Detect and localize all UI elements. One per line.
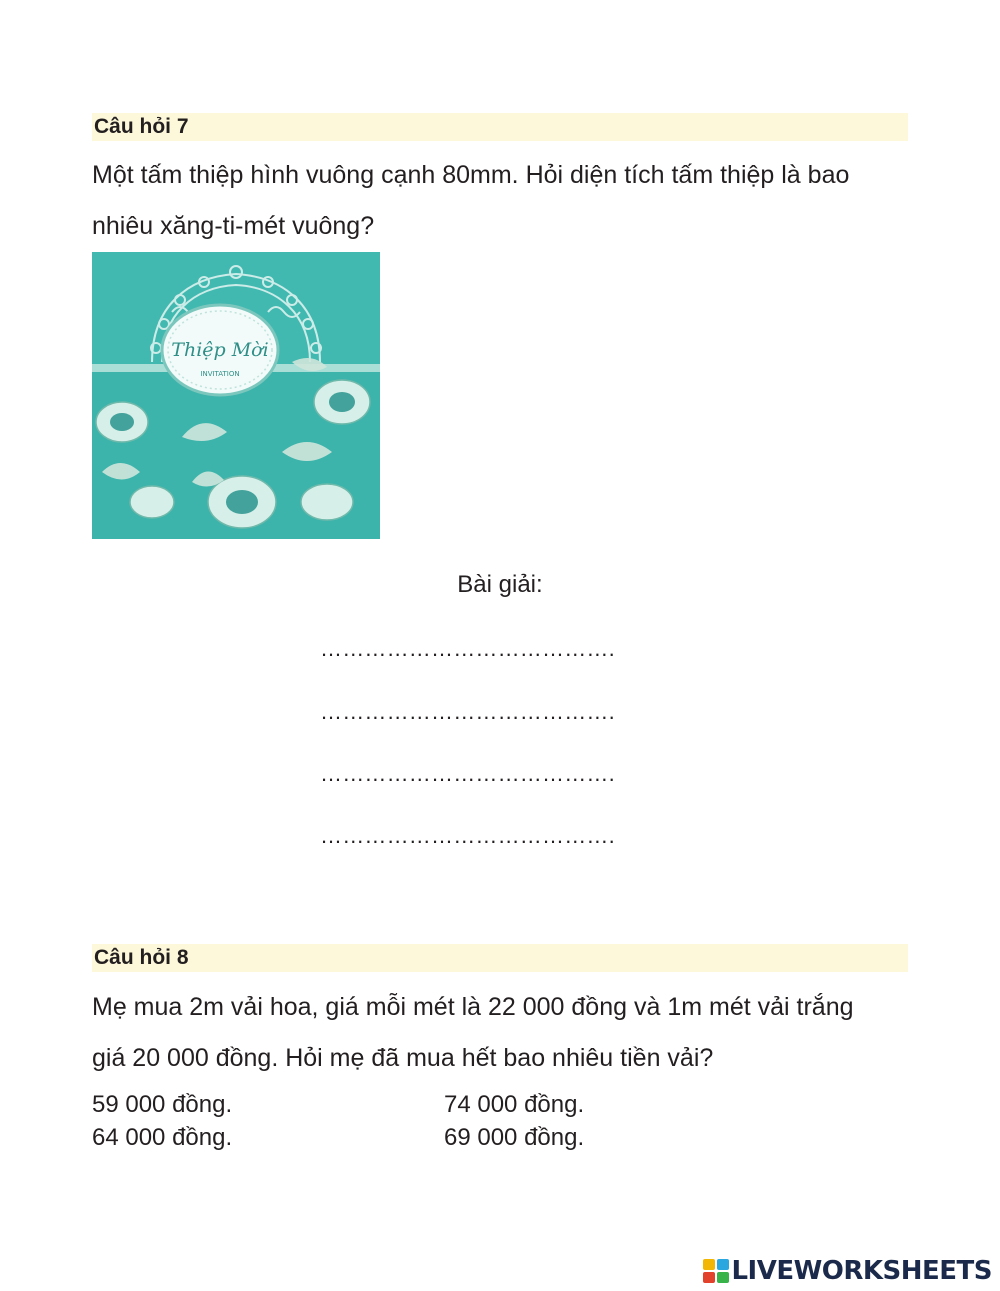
answer-option-3[interactable]: 64 000 đồng. (92, 1124, 233, 1151)
liveworksheets-brand (703, 1254, 992, 1288)
question-8-line-2: giá 20 000 đồng. Hỏi mẹ đã mua hết bao nhiêu tiền vải? (92, 1044, 714, 1072)
answer-option-4[interactable]: 69 000 đồng. (444, 1124, 585, 1151)
card-subtitle: INVITATION (200, 370, 240, 378)
question-7-line-1: Một tấm thiệp hình vuông cạnh 80mm. Hỏi diện tích tấm thiệp là bao (92, 161, 850, 189)
answer-line-1[interactable]: …………………………………. (320, 636, 615, 661)
question-8-line-1: Mẹ mua 2m vải hoa, giá mỗi mét là 22 000 đồng và 1m mét vải trắng (92, 993, 854, 1021)
solution-title: Bài giải: (457, 571, 543, 598)
answer-line-4[interactable]: …………………………………. (320, 823, 615, 848)
answer-option-2[interactable]: 74 000 đồng. (444, 1091, 585, 1118)
answer-line-2[interactable]: …………………………………. (320, 699, 615, 724)
liveworksheets-logo-icon (703, 1259, 729, 1283)
answer-option-1[interactable]: 59 000 đồng. (92, 1091, 233, 1118)
question-7-line-2: nhiêu xăng-ti-mét vuông? (92, 212, 375, 240)
card-title: Thiệp Mời (171, 339, 269, 361)
invitation-card-image (92, 252, 380, 539)
answer-line-3[interactable]: …………………………………. (320, 761, 615, 786)
brand-name: LIVEWORKSHEETS (731, 1256, 992, 1286)
question-8-header: Câu hỏi 8 (92, 944, 908, 972)
question-7-header: Câu hỏi 7 (92, 113, 908, 141)
